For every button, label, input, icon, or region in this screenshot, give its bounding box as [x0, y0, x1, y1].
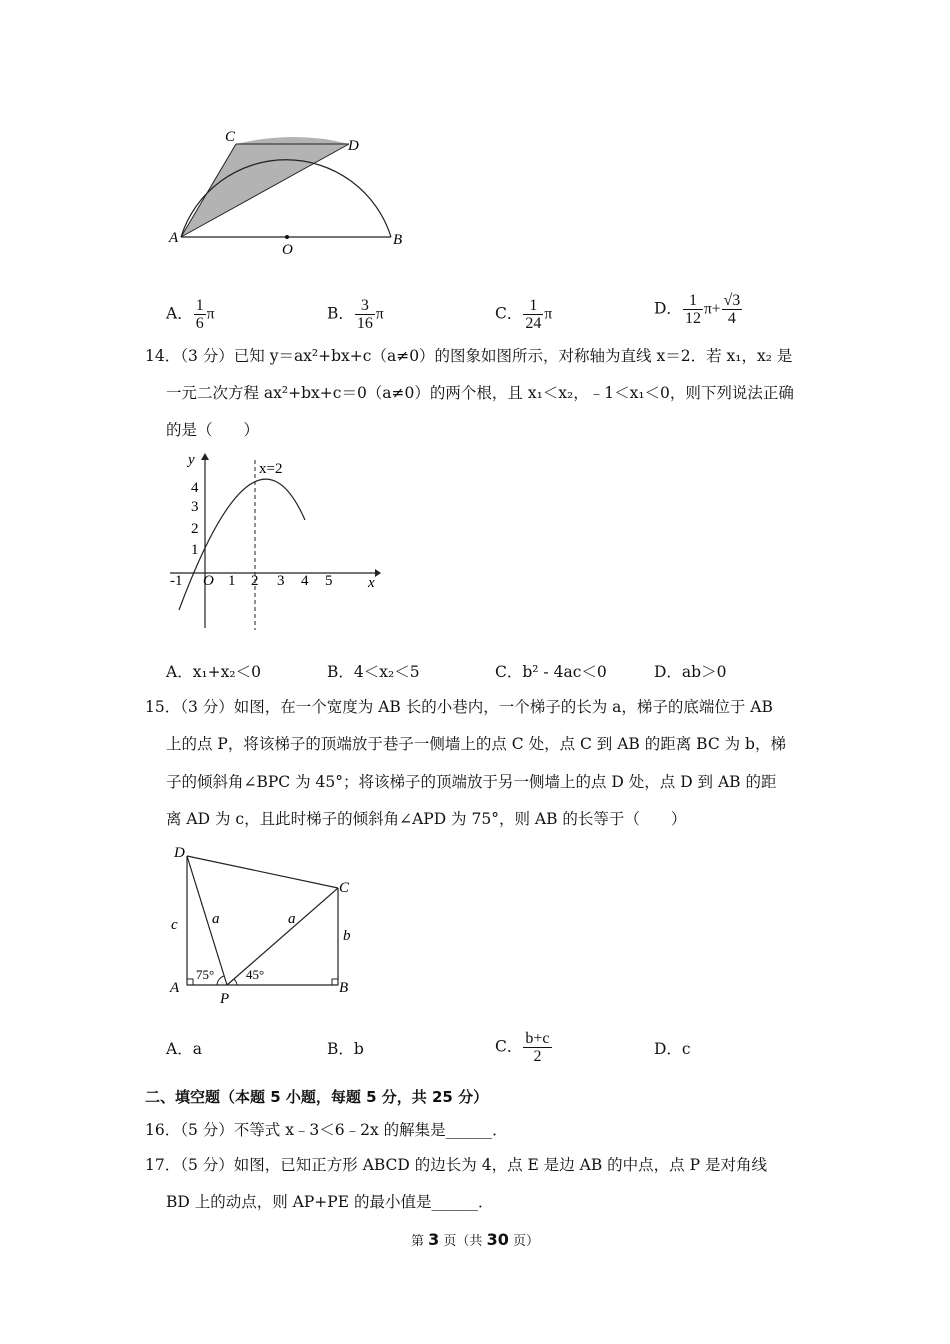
y-label: y	[188, 452, 195, 468]
x-tick: 1	[228, 573, 236, 589]
label-b: B	[393, 232, 403, 248]
sym-label: x=2	[259, 461, 283, 477]
page-number: 3	[428, 1230, 440, 1249]
label-c: C	[225, 129, 236, 145]
q16-text: 16．（5 分）不等式 x﹣3＜6﹣2x 的解集是______．	[145, 1121, 508, 1139]
label-a-right: a	[288, 911, 296, 927]
q14-option-c[interactable]: C．b² - 4ac＜0	[495, 663, 607, 681]
label-c: C	[339, 880, 350, 896]
label-a: A	[169, 230, 179, 246]
label-a-left: a	[212, 911, 220, 927]
section-2-heading: 二、填空题（本题 5 小题，每题 5 分，共 25 分）	[145, 1088, 489, 1106]
q15-line4: 离 AD 为 c，且此时梯子的倾斜角∠APD 为 75°，则 AB 的长等于（ ）	[166, 810, 687, 828]
ladder-pc	[227, 888, 338, 985]
q14-option-d[interactable]: D．ab＞0	[654, 663, 727, 681]
q15-option-d[interactable]: D．c	[654, 1040, 691, 1058]
label-b: B	[339, 980, 349, 996]
label-a: A	[170, 980, 180, 996]
y-tick: 1	[191, 542, 199, 558]
q13-option-c[interactable]: C． $\frac{1}{24}$ π	[495, 297, 553, 332]
q14-line2: 一元二次方程 ax²+bx+c＝0（a≠0）的两个根，且 x₁＜x₂，﹣1＜x₁＜0，则下列说法正确	[166, 384, 794, 402]
shaded-region	[181, 137, 349, 237]
q17-line2: BD 上的动点，则 AP+PE 的最小值是______．	[166, 1193, 494, 1211]
label-c-side: c	[171, 917, 178, 933]
x-tick: -1	[170, 573, 183, 589]
angle-arc-75	[217, 976, 224, 985]
y-axis-arrow	[201, 453, 209, 460]
y-tick: 4	[191, 480, 199, 496]
parabola-figure	[165, 448, 385, 633]
x-axis-arrow	[375, 569, 381, 577]
q14-option-a[interactable]: A．x₁+x₂＜0	[166, 663, 261, 681]
label-75: 75°	[196, 967, 215, 982]
y-tick: 2	[191, 521, 199, 537]
q13-option-d[interactable]: D． $\frac{1}{12}$ π+ $\frac{√3}{4}$	[654, 292, 741, 327]
q13-option-b[interactable]: B． $\frac{3}{16}$ π	[327, 297, 384, 332]
angle-arc-45	[234, 979, 237, 985]
x-tick: 5	[325, 573, 333, 589]
label-p: P	[220, 991, 230, 1007]
label-o: O	[282, 242, 293, 257]
x-tick: 2	[251, 573, 259, 589]
right-angle-b	[332, 979, 338, 985]
label-d: D	[174, 845, 185, 861]
label-45: 45°	[246, 967, 265, 982]
right-angle-a	[187, 979, 193, 985]
q14-option-b[interactable]: B．4＜x₂＜5	[327, 663, 420, 681]
q14-line3: 的是（ ）	[166, 421, 260, 439]
q15-line2: 上的点 P，将该梯子的顶端放于巷子一侧墙上的点 C 处，点 C 到 AB 的距离 BC 为 b，梯	[166, 735, 786, 753]
q15-option-c[interactable]: C． $\frac{b+c}{2}$	[495, 1030, 550, 1065]
q14-line1: 14．（3 分）已知 y＝ax²+bx+c（a≠0）的图象如图所示，对称轴为直线 x＝2．若 x₁，x₂ 是	[145, 347, 793, 365]
page-total: 30	[486, 1230, 509, 1249]
x-tick: 3	[277, 573, 285, 589]
q15-line3: 子的倾斜角∠BPC 为 45°；将该梯子的顶端放于另一侧墙上的点 D 处，点 D 到 AB 的距	[166, 773, 777, 791]
center-point	[285, 235, 289, 239]
x-label: x	[368, 575, 375, 591]
q13-option-a[interactable]: A． $\frac{1}{6}$ π	[166, 297, 215, 332]
label-d: D	[348, 138, 359, 154]
y-tick: 3	[191, 499, 199, 515]
segment-dc	[187, 856, 338, 888]
semicircle-figure	[165, 122, 415, 257]
q15-option-b[interactable]: B．b	[327, 1040, 364, 1058]
q15-line1: 15．（3 分）如图，在一个宽度为 AB 长的小巷内，一个梯子的长为 a，梯子的底端位于 AB	[145, 698, 773, 716]
ladder-pd	[187, 856, 227, 985]
page-footer: 第 3 页（共 30 页）	[410, 1230, 539, 1249]
label-b-side: b	[343, 928, 351, 944]
q17-line1: 17．（5 分）如图，已知正方形 ABCD 的边长为 4，点 E 是边 AB 的中点，点 P 是对角线	[145, 1156, 767, 1174]
x-tick: 4	[301, 573, 309, 589]
ladder-figure	[165, 840, 365, 1008]
q15-option-a[interactable]: A．a	[166, 1040, 202, 1058]
origin-label: O	[203, 573, 214, 589]
